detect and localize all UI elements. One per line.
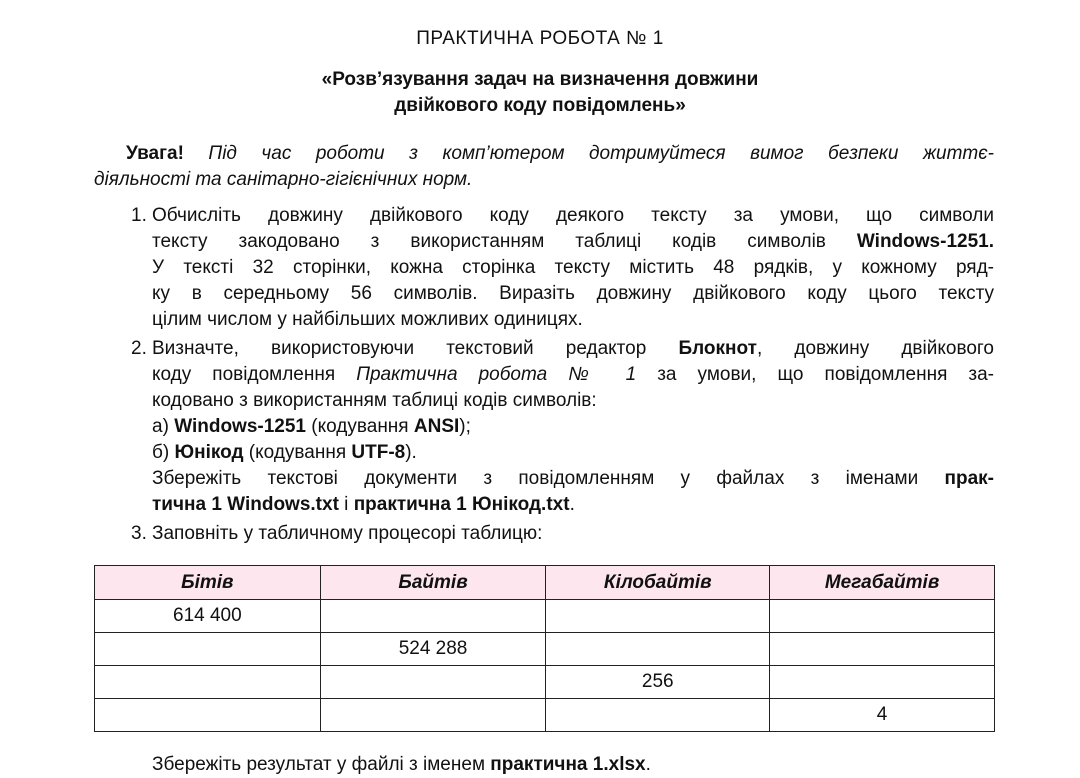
table-header-row	[95, 566, 995, 600]
page-title: ПРАКТИЧНА РОБОТА № 1	[416, 28, 664, 49]
option-a-encoding: Windows-1251	[174, 416, 306, 437]
table-cell	[320, 699, 546, 732]
save-filename-unicode: практична 1 Юнікод.txt	[353, 494, 570, 515]
table-cell: 256	[546, 666, 770, 699]
task2-number: 2.	[131, 338, 147, 359]
subtitle-line-2: двійкового коду повідомлень»	[394, 95, 686, 116]
table-cell: 614 400	[95, 600, 321, 633]
task2-line-2-text: коду повідомлення	[152, 364, 357, 385]
option-b-end: ).	[405, 442, 417, 463]
task2-save-line-2	[152, 492, 575, 518]
task1-encoding: Windows-1251.	[856, 231, 994, 252]
footer-save-line	[152, 752, 651, 778]
table-cell	[95, 666, 321, 699]
warning-line-1	[94, 141, 994, 167]
task2-line-1-end: , довжину двійкового	[756, 338, 994, 359]
option-a-prefix: а)	[152, 416, 175, 437]
warning-line-2	[94, 167, 472, 193]
table-cell	[546, 699, 770, 732]
option-a-code: ANSI	[413, 416, 460, 437]
table-row	[95, 633, 995, 666]
units-table	[94, 565, 995, 732]
table-cell	[546, 633, 770, 666]
task2-message: Практична робота № 1	[356, 364, 637, 385]
warning-label: Увага!	[126, 143, 184, 164]
task2-option-a	[152, 414, 471, 440]
save-filename-windows: тична 1 Windows.txt	[152, 494, 339, 515]
option-b-prefix: б)	[152, 442, 175, 463]
footer-period: .	[645, 754, 651, 775]
option-b-encoding: Юнікод	[174, 442, 244, 463]
task1-line-2	[152, 229, 994, 255]
table-cell	[770, 600, 995, 633]
option-a-mid: (кодування	[306, 416, 414, 437]
warning-text-1: Під час роботи з комп’ютером дотримуйтеся вимог безпеки життє-	[208, 143, 995, 164]
task2-option-b	[152, 440, 417, 466]
warning-text-2: діяльності та санітарно-гігієнічних норм.	[94, 169, 473, 190]
header-kilobytes: Кілобайтів	[546, 566, 770, 600]
task1-line-4: ку в середньому 56 символів. Виразіть довжину двійкового коду цього тексту	[152, 283, 994, 304]
footer-filename: практична 1.xlsx	[490, 754, 646, 775]
page-subtitle	[0, 67, 1080, 119]
save-and: і	[338, 494, 354, 515]
task2-save-line-1	[152, 466, 994, 492]
task2-line-1	[152, 336, 994, 362]
task1-number: 1.	[131, 205, 147, 226]
table-cell	[770, 633, 995, 666]
save-line-1-text: Збережіть текстові документи з повідомленням у файлах з іменами	[152, 468, 945, 489]
table-row	[95, 600, 995, 633]
table-cell	[546, 600, 770, 633]
header-bits: Бітів	[95, 566, 321, 600]
table-cell	[320, 600, 546, 633]
table-cell	[770, 666, 995, 699]
table-cell	[95, 633, 321, 666]
task3-number: 3.	[131, 523, 147, 544]
task2-notepad: Блокнот	[678, 338, 757, 359]
task2-line-3: кодовано з використанням таблиці кодів символів:	[152, 390, 597, 411]
table-row	[95, 699, 995, 732]
task2-line-1-text: Визначте, використовуючи текстовий редактор	[152, 338, 679, 359]
header-bytes: Байтів	[320, 566, 546, 600]
save-period: .	[569, 494, 575, 515]
table-cell: 4	[770, 699, 995, 732]
task1-line-5: цілим числом у найбільших можливих одиницях.	[152, 309, 583, 330]
task1-line-3: У тексті 32 сторінки, кожна сторінка тексту містить 48 рядків, у кожному ряд-	[152, 257, 994, 278]
footer-text: Збережіть результат у файлі з іменем	[152, 754, 491, 775]
save-filename-start: прак-	[944, 468, 994, 489]
header-megabytes: Мегабайтів	[770, 566, 995, 600]
option-a-end: );	[459, 416, 471, 437]
task1-line-2-text: тексту закодовано з використанням таблиці кодів символів	[152, 231, 857, 252]
task2-line-2	[152, 362, 994, 388]
option-b-mid: (кодування	[243, 442, 352, 463]
table-row	[95, 666, 995, 699]
task1-line-1: Обчисліть довжину двійкового коду деякого тексту за умови, що символи	[152, 205, 994, 226]
table-cell: 524 288	[320, 633, 546, 666]
task3-text: Заповніть у табличному процесорі таблицю:	[152, 523, 543, 544]
subtitle-line-1: «Розв’язування задач на визначення довжини	[321, 69, 759, 90]
option-b-code: UTF-8	[351, 442, 406, 463]
table-cell	[320, 666, 546, 699]
table-cell	[95, 699, 321, 732]
task2-line-2-end: за умови, що повідомлення за-	[636, 364, 995, 385]
